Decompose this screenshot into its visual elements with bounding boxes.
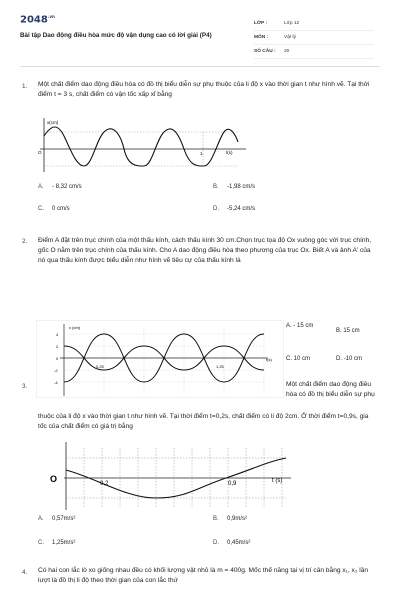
q1-option-a[interactable]: [38, 184, 82, 190]
q2-y0: 0: [56, 356, 59, 361]
mon-label: MÔN :: [254, 35, 269, 40]
q2-y2: 2: [56, 344, 59, 349]
q2-number: 2.: [22, 238, 28, 245]
q3-option-c[interactable]: [38, 540, 75, 546]
q1-option-a-key: A.: [38, 184, 44, 190]
q2-option-d-value: -10 cm: [343, 356, 363, 362]
q2-ylabel: x (cm): [69, 325, 81, 330]
q3-option-b-value: 0,9m/s²: [227, 516, 248, 522]
q1-option-b-value: -1,98 cm/s: [227, 184, 256, 190]
lop-label: LỚP :: [254, 21, 268, 26]
q3-number: 3.: [22, 383, 28, 390]
q3-option-c-key: C.: [38, 540, 44, 546]
q1-xlabel: t(s): [226, 150, 233, 155]
mon-value: Vật lý: [284, 35, 296, 40]
q2-y4: 4: [56, 332, 59, 337]
q1-option-b-key: B.: [213, 184, 219, 190]
q1-origin: O: [38, 150, 42, 155]
lop-value: Lớp 12: [284, 21, 300, 26]
q4-number: 4.: [22, 569, 28, 576]
q3-option-a-key: A.: [38, 516, 44, 522]
q1-number: 1.: [22, 83, 28, 90]
socau-value: 20: [284, 49, 290, 54]
q2-y-4: -4: [54, 380, 58, 385]
q2-tick2: 1,25: [216, 364, 224, 369]
q2-y-2: -2: [54, 368, 58, 373]
q1-graph: [38, 114, 248, 174]
q2-graph: [36, 320, 284, 398]
q3-option-c-value: 1,25m/s²: [52, 540, 76, 546]
q1-text: Một chất điểm dao động điều hòa có đồ thị biểu diễn sự phụ thuộc của li độ x vào thời gian t như hình vẽ. Tại thời điểm t = 3 s, chất điểm có vận tốc xấp xỉ bằng: [38, 81, 370, 98]
q1-option-d-value: -5,24 cm/s: [227, 206, 256, 212]
q2-option-a-value: - 15 cm: [293, 323, 314, 329]
q1-option-d-key: D.: [213, 206, 219, 212]
meta-info: [254, 17, 374, 59]
logo[interactable]: [20, 14, 55, 25]
q2-option-d[interactable]: [336, 356, 362, 362]
q2-option-c[interactable]: [286, 356, 310, 362]
q2-option-d-key: D.: [336, 356, 342, 362]
q2-option-b-key: B.: [336, 328, 342, 334]
q1-option-c[interactable]: [38, 206, 70, 212]
q1-option-b[interactable]: [213, 184, 255, 190]
divider: [20, 66, 380, 67]
q3-option-d[interactable]: [213, 540, 250, 546]
q3-option-a[interactable]: [38, 516, 75, 522]
q3-origin: O: [50, 474, 58, 484]
q3-option-d-value: 0,45m/s²: [227, 540, 251, 546]
q3-option-b-key: B.: [213, 516, 219, 522]
q2-tick1: 0,25: [96, 364, 104, 369]
q1-option-d[interactable]: [213, 206, 255, 212]
q2-text: Điểm A đặt trên trục chính của một thấu kính, cách thấu kính 30 cm.Chọn trục tọa độ Ox vuông góc với trục chính, gốc O nằm trên trục chính của thấu kính. Cho A dao động điều hòa theo phương của trục Ox. Biết A và ảnh A' của nó qua thấu kính được biểu diễn như hình vẽ tiêu cự của thấu kính là: [38, 237, 372, 264]
socau-label: SỐ CÂU :: [254, 49, 276, 54]
q3-side-text: Một chất điểm dao động điều hòa có đồ thị biểu diễn sự phụ: [286, 381, 375, 398]
q2-option-c-key: C.: [286, 356, 292, 362]
q3-option-a-value: 0,57m/s²: [52, 516, 76, 522]
q1-tick: 1: [200, 151, 203, 156]
q1-ylabel: x(cm): [47, 120, 59, 125]
q2-option-c-value: 10 cm: [293, 356, 311, 362]
q2-option-b[interactable]: [336, 328, 360, 334]
q3-xlabel: t (s): [272, 478, 283, 484]
logo-sup: .vn: [47, 14, 55, 19]
q2-option-b-value: 15 cm: [343, 328, 360, 334]
q3-option-b[interactable]: [213, 516, 247, 522]
q2-option-a-key: A.: [286, 323, 292, 329]
q2-xlabel: t(s): [266, 357, 272, 362]
q4-text: Có hai con lắc lò xo giống nhau đều có khối lượng vật nhỏ là m = 400g. Mốc thế năng tại vị trí cân bằng x₁, x₂ lần lượt là đồ thị li độ theo thời gian của con lắc thứ: [38, 567, 369, 584]
logo-text: 2048: [20, 14, 48, 26]
q3-text: thuộc của li độ x vào thời gian t như hình vẽ. Tại thời điểm t=0,2s, chất điểm có li độ 2cm. Ở thời điểm t=0,9s, gia tốc của chất điểm có giá trị bằng: [38, 413, 369, 430]
q3-option-d-key: D.: [213, 540, 219, 546]
q1-option-c-value: 0 cm/s: [52, 206, 70, 212]
q3-t1: 0,2: [100, 481, 109, 487]
q2-option-a[interactable]: [286, 322, 324, 331]
q3-graph: [36, 440, 296, 512]
q1-option-c-key: C.: [38, 206, 44, 212]
q1-option-a-value: - 8,32 cm/s: [52, 184, 82, 190]
document-title: Bài tập Dao động điều hòa mức độ vận dụng cao có lời giải (P4): [20, 32, 212, 39]
q3-t2: 0,9: [228, 481, 237, 487]
